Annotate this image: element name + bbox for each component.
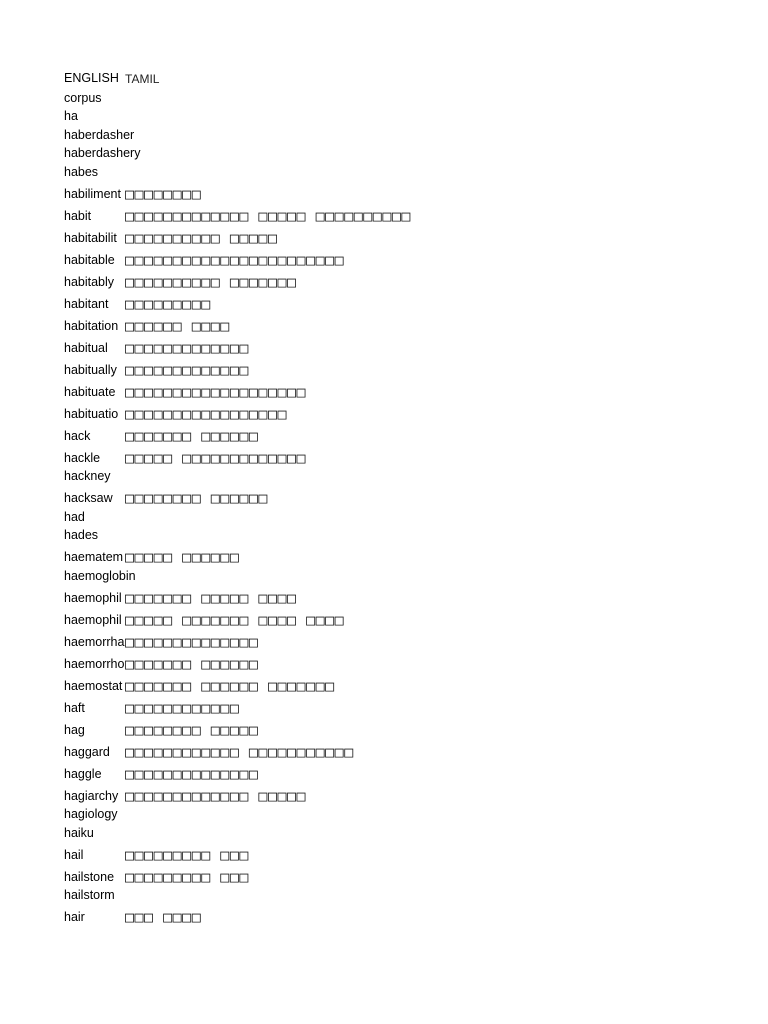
tamil-word: □□□□□□□□□□□□□ bbox=[125, 338, 249, 357]
tamil-word: □□□□□□□□□□□□□□ bbox=[125, 764, 259, 783]
tamil-word: □□□□□□□□□ □□□ bbox=[125, 845, 249, 864]
tamil-word: □□□□□ □□□□□□□ □□□□ □□□□ bbox=[125, 610, 345, 629]
english-word: haggle bbox=[64, 766, 102, 781]
english-word: habiliment bbox=[64, 186, 121, 201]
english-word: haemophil bbox=[64, 590, 122, 605]
english-word: habitabilit bbox=[64, 230, 117, 245]
english-word: hacksaw bbox=[64, 491, 113, 505]
english-word: habitual bbox=[64, 340, 108, 355]
english-word: had bbox=[64, 509, 85, 524]
tamil-word: □□□□□□□ □□□□□□ bbox=[125, 426, 259, 445]
tamil-word: □□□□□□□□□□□□□□ bbox=[125, 632, 259, 651]
table-row bbox=[64, 87, 724, 106]
tamil-word: □□□□□□□□ bbox=[125, 184, 202, 203]
table-row bbox=[64, 246, 724, 268]
tamil-word: □□□□□□ □□□□ bbox=[125, 316, 230, 335]
english-word: hailstorm bbox=[64, 888, 115, 902]
header-row bbox=[64, 70, 724, 87]
table-row bbox=[64, 506, 724, 525]
table-row bbox=[64, 143, 724, 162]
table-row bbox=[64, 628, 724, 650]
tamil-word: □□□□□□□ □□□□□ □□□□ bbox=[125, 588, 297, 607]
english-word: haiku bbox=[64, 825, 94, 840]
english-word: haemostat bbox=[64, 678, 123, 693]
table-row bbox=[64, 525, 724, 544]
english-word: habes bbox=[64, 164, 99, 179]
english-word: habitually bbox=[64, 362, 117, 377]
english-word: habitant bbox=[64, 296, 109, 311]
tamil-word: □□□□□□□□□□ □□□□□ bbox=[125, 228, 278, 247]
table-row bbox=[64, 760, 724, 782]
header-english: ENGLISH bbox=[64, 71, 119, 85]
tamil-word: □□□□□□□ □□□□□□ bbox=[125, 654, 259, 673]
english-word: haemoglobin bbox=[64, 568, 136, 583]
table-row bbox=[64, 584, 724, 606]
table-row bbox=[64, 822, 724, 841]
tamil-word: □□□□□□□□□□□□□□□□□□□□□□□ bbox=[125, 250, 345, 269]
table-row bbox=[64, 106, 724, 125]
english-word: hagiarchy bbox=[64, 788, 119, 803]
table-row bbox=[64, 782, 724, 804]
table-row bbox=[64, 334, 724, 356]
table-row bbox=[64, 444, 724, 466]
table-row bbox=[64, 841, 724, 863]
english-word: haft bbox=[64, 700, 85, 715]
table-row bbox=[64, 804, 724, 823]
table-row bbox=[64, 161, 724, 180]
table-row bbox=[64, 694, 724, 716]
tamil-word: □□□□□□□ □□□□□□ □□□□□□□ bbox=[125, 676, 335, 695]
english-word: hackney bbox=[64, 469, 111, 483]
table-row bbox=[64, 903, 724, 925]
table-row bbox=[64, 650, 724, 672]
tamil-word: □□□□□□□□□□□□□□□□□□□ bbox=[125, 382, 307, 401]
english-word: hagiology bbox=[64, 807, 118, 821]
spreadsheet bbox=[64, 70, 724, 925]
english-word: hailstone bbox=[64, 869, 115, 884]
english-word: hair bbox=[64, 910, 85, 924]
tamil-word: □□□□□□□□□□ □□□□□□□ bbox=[125, 272, 297, 291]
tamil-word: □□□□□□□□□□□□□ □□□□□ □□□□□□□□□□ bbox=[125, 206, 411, 225]
english-word: haemophil bbox=[64, 612, 122, 627]
tamil-word: □□□□□ □□□□□□ bbox=[125, 548, 240, 566]
english-word: haberdashery bbox=[64, 146, 141, 160]
tamil-word: □□□□□□□□□ bbox=[125, 294, 211, 313]
tamil-word: □□□□□□□□□□□□□ □□□□□ bbox=[125, 786, 307, 805]
table-row bbox=[64, 543, 724, 565]
english-word: hackle bbox=[64, 450, 101, 465]
table-row bbox=[64, 224, 724, 246]
english-word: habitably bbox=[64, 274, 115, 289]
tamil-word: □□□□□□□□□□□□ □□□□□□□□□□□ bbox=[125, 742, 354, 761]
table-row bbox=[64, 672, 724, 694]
tamil-word: □□□□□□□□□□□□□□□□□ bbox=[125, 404, 288, 423]
table-row bbox=[64, 738, 724, 760]
english-word: habit bbox=[64, 208, 92, 223]
table-row bbox=[64, 484, 724, 506]
tamil-word: □□□ □□□□ bbox=[125, 908, 202, 926]
table-row bbox=[64, 124, 724, 143]
table-row bbox=[64, 290, 724, 312]
tamil-word: □□□□□□□□□ □□□ bbox=[125, 867, 249, 886]
table-row bbox=[64, 180, 724, 202]
tamil-word: □□□□□□□□ □□□□□□ bbox=[125, 489, 268, 507]
english-word: hack bbox=[64, 428, 91, 443]
english-word: hades bbox=[64, 528, 99, 542]
tamil-word: □□□□□ □□□□□□□□□□□□□ bbox=[125, 448, 307, 467]
table-row bbox=[64, 356, 724, 378]
table-row bbox=[64, 422, 724, 444]
english-word: haemorrha bbox=[64, 634, 125, 649]
table-row bbox=[64, 466, 724, 485]
english-word: haematem bbox=[64, 550, 124, 564]
table-row bbox=[64, 606, 724, 628]
english-word: ha bbox=[64, 109, 78, 123]
table-row bbox=[64, 312, 724, 334]
english-word: corpus bbox=[64, 90, 102, 105]
tamil-word: □□□□□□□□ □□□□□ bbox=[125, 720, 259, 739]
english-word: haggard bbox=[64, 744, 110, 759]
table-row bbox=[64, 268, 724, 290]
table-row bbox=[64, 400, 724, 422]
english-word: habitation bbox=[64, 318, 119, 333]
tamil-word: □□□□□□□□□□□□□ bbox=[125, 360, 249, 379]
english-word: hail bbox=[64, 847, 84, 862]
table-row bbox=[64, 565, 724, 584]
english-word: habituatio bbox=[64, 406, 119, 421]
header-tamil: TAMIL bbox=[125, 71, 160, 86]
table-row bbox=[64, 202, 724, 224]
english-word: habitable bbox=[64, 252, 115, 267]
tamil-word: □□□□□□□□□□□□ bbox=[125, 698, 240, 717]
table-row bbox=[64, 863, 724, 885]
table-row bbox=[64, 378, 724, 400]
english-word: haemorrho bbox=[64, 656, 125, 671]
english-word: habituate bbox=[64, 384, 116, 399]
table-row bbox=[64, 885, 724, 904]
english-word: hag bbox=[64, 722, 85, 737]
table-row bbox=[64, 716, 724, 738]
english-word: haberdasher bbox=[64, 127, 135, 142]
